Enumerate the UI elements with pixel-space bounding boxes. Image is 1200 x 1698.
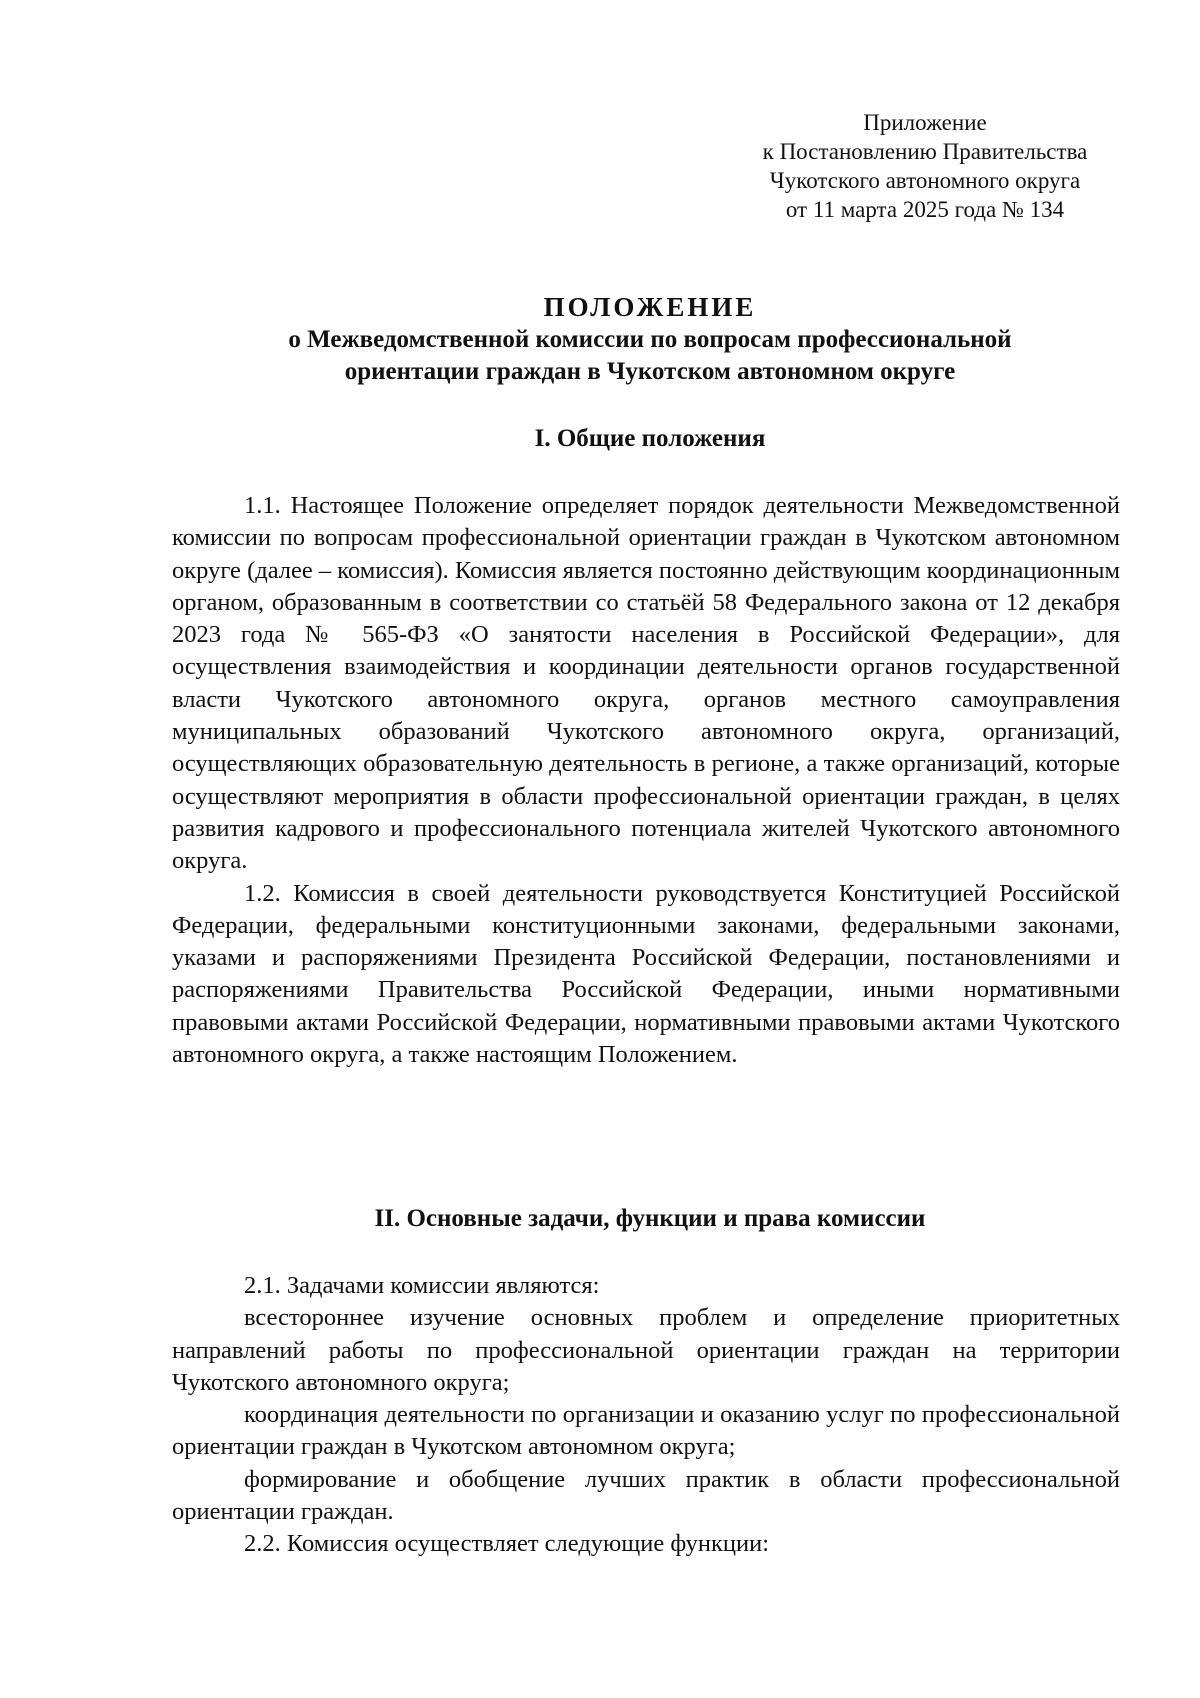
section-heading: I. Общие положения xyxy=(534,425,766,452)
appendix-line: к Постановлению Правительства xyxy=(762,139,1088,164)
appendix-note xyxy=(740,108,1110,224)
appendix-line: от 11 марта 2025 года № 134 xyxy=(785,197,1065,222)
section-heading: II. Основные задачи, функции и права комиссии xyxy=(374,1205,926,1232)
paragraph: 2.2. Комиссия осуществляет следующие функции: xyxy=(244,1530,770,1558)
section-body xyxy=(172,490,1120,1071)
document-title: ПОЛОЖЕНИЕ xyxy=(543,292,757,322)
paragraph: 2.1. Задачами комиссии являются: xyxy=(244,1272,600,1299)
paragraph: формирование и обобщение лучших практик в области профессиональной ориентации граждан. xyxy=(172,1465,1120,1526)
document-title-block xyxy=(170,290,1130,388)
appendix-line: Приложение xyxy=(863,110,987,135)
paragraph: 1.1. Настоящее Положение определяет порядок деятельности Межведомственной комиссии по вопросам профессиональной ориентации граждан в Чукотском автономном округе (далее – комиссия). Комиссия является постоянно действующим координационным органом, образованным в соответствии со статьёй 58 Федерального закона от 12 декабря 2023 года № 565-ФЗ «О занятости населения в Российской Федерации», для осуществления взаимодействия и координации деятельности органов государственной власти Чукотского автономного округа, органов местного самоуправления муниципальных образований Чукотского автономного округа, организаций, осуществляющих образовательную деятельность в регионе, а также организаций, которые осуществляют мероприятия в области профессиональной ориентации граждан, в целях развития кадрового и профессионального потенциала жителей Чукотского автономного округа. xyxy=(172,492,1120,875)
document-subtitle-line: о Межведомственной комиссии по вопросам профессиональной xyxy=(288,326,1012,353)
paragraph: координация деятельности по организации и оказанию услуг по профессиональной ориентации граждан в Чукотском автономном округа; xyxy=(172,1401,1120,1461)
paragraph: 1.2. Комиссия в своей деятельности руководствуется Конституцией Российской Федерации, федеральными конституционными законами, федеральными законами, указами и распоряжениями Президента Российской Федерации, постановлениями и распоряжениями Правительства Российской Федерации, иными нормативными правовыми актами Российской Федерации, нормативными правовыми актами Чукотского автономного округа, а также настоящим Положением. xyxy=(172,879,1120,1069)
paragraph: всестороннее изучение основных проблем и определение приоритетных направлений работы по профессиональной ориентации граждан на территории Чукотского автономного округа; xyxy=(172,1304,1120,1396)
document-subtitle-line: ориентации граждан в Чукотском автономном округе xyxy=(344,358,956,385)
appendix-line: Чукотского автономного округа xyxy=(769,168,1081,193)
section-body xyxy=(172,1270,1120,1561)
